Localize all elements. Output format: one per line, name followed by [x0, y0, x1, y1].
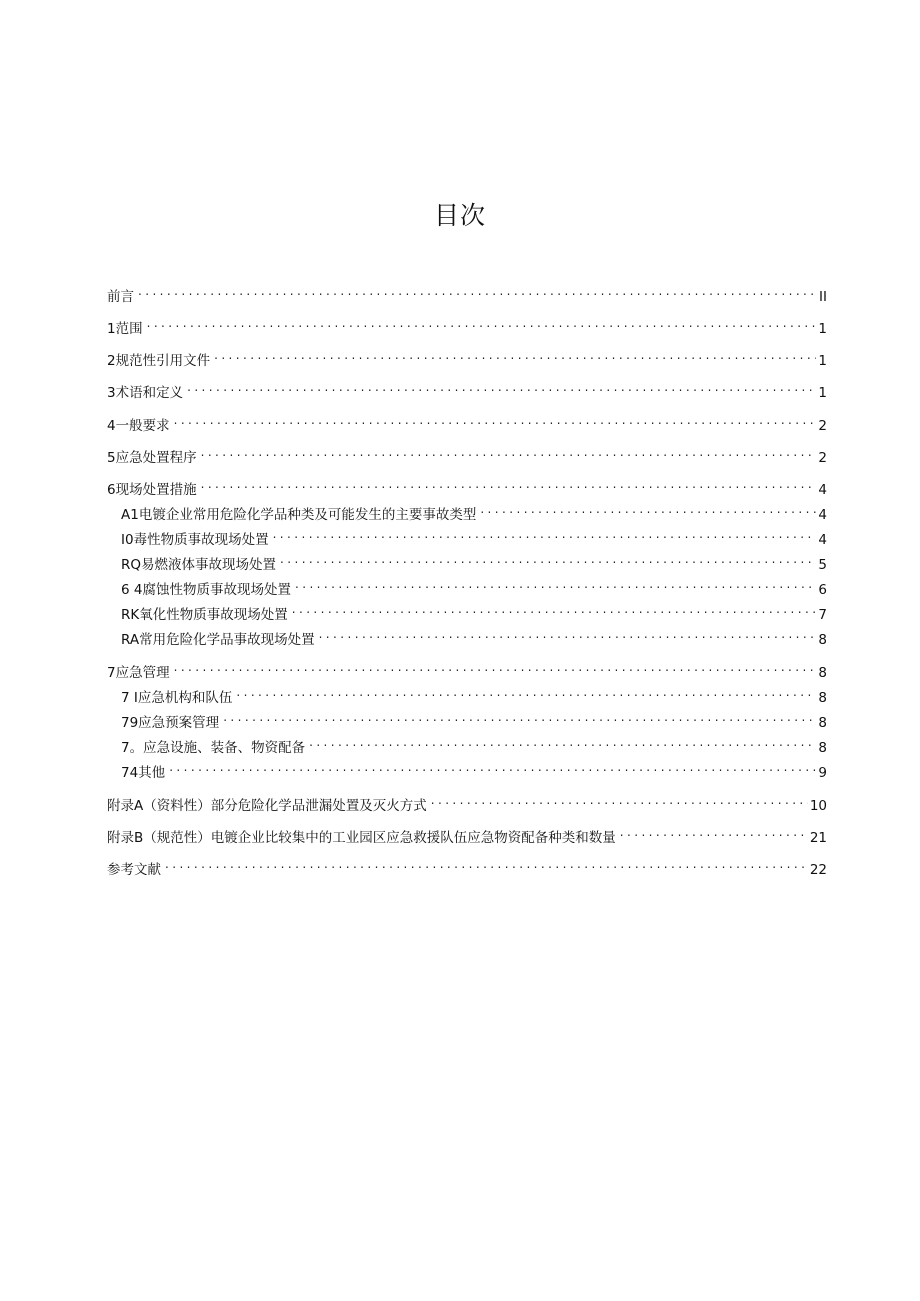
- toc-entry-references[interactable]: [107, 854, 827, 880]
- toc-leader-dots: [236, 682, 816, 702]
- toc-leader-dots: [174, 657, 817, 677]
- toc-entry-page: 4: [818, 507, 827, 523]
- toc-entry-label: 7 I应急机构和队伍: [121, 690, 233, 706]
- toc-leader-dots: [147, 313, 817, 333]
- toc-leader-dots: [309, 732, 816, 752]
- toc-entry-label: 参考文献: [107, 862, 161, 878]
- toc-leader-dots: [165, 854, 808, 874]
- toc-entry-6-1[interactable]: [121, 499, 827, 525]
- toc-leader-dots: [214, 345, 816, 365]
- toc-leader-dots: [620, 822, 808, 842]
- toc-entry-page: 7: [818, 607, 827, 623]
- toc-entry-normative-references[interactable]: [107, 345, 827, 371]
- toc-entry-label: 3术语和定义: [107, 385, 184, 401]
- toc-entry-6-4[interactable]: [121, 574, 827, 600]
- toc-entry-scope[interactable]: [107, 313, 827, 339]
- toc-leader-dots: [295, 574, 816, 594]
- toc-entry-label: A1电镀企业常用危险化学品种类及可能发生的主要事故类型: [121, 507, 477, 523]
- toc-leader-dots: [187, 377, 816, 397]
- toc-leader-dots: [174, 410, 817, 430]
- toc-entry-onsite-measures[interactable]: [107, 474, 827, 500]
- toc-leader-dots: [273, 524, 817, 544]
- toc-entry-label: 5应急处置程序: [107, 450, 197, 466]
- toc-entry-6-6[interactable]: [121, 624, 827, 650]
- toc-entry-page: 1: [818, 385, 827, 401]
- toc-entry-label: 7应急管理: [107, 665, 170, 681]
- toc-leader-dots: [319, 624, 817, 644]
- toc-entry-6-5[interactable]: [121, 599, 827, 625]
- toc-entry-page: 8: [818, 690, 827, 706]
- toc-entry-label: 1范围: [107, 321, 143, 337]
- toc-entry-label: 7。应急设施、装备、物资配备: [121, 740, 306, 756]
- toc-entry-7-1[interactable]: [121, 682, 827, 708]
- toc-entry-7-4[interactable]: [121, 757, 827, 783]
- toc-entry-label: RK氧化性物质事故现场处置: [121, 607, 288, 623]
- toc-entry-foreword[interactable]: [107, 281, 827, 307]
- toc-entry-label: I0毒性物质事故现场处置: [121, 532, 269, 548]
- toc-entry-label: RA常用危险化学品事故现场处置: [121, 632, 315, 648]
- toc-entry-label: 前言: [107, 289, 134, 305]
- toc-entry-label: 附录A（资料性）部分危险化学品泄漏处置及灭火方式: [107, 798, 427, 814]
- toc-entry-page: 8: [818, 715, 827, 731]
- toc-entry-page: 1: [818, 353, 827, 369]
- toc-entry-page: 10: [809, 798, 827, 814]
- toc-entry-label: 2规范性引用文件: [107, 353, 211, 369]
- toc-entry-page: 2: [818, 450, 827, 466]
- toc-entry-page: 5: [818, 557, 827, 573]
- toc-leader-dots: [201, 442, 817, 462]
- toc-entry-page: 22: [809, 862, 827, 878]
- toc-entry-page: 8: [818, 632, 827, 648]
- toc-entry-page: 1: [818, 321, 827, 337]
- toc-entry-page: 8: [818, 740, 827, 756]
- toc-leader-dots: [201, 474, 817, 494]
- toc-entry-label: 6 4腐蚀性物质事故现场处置: [121, 582, 291, 598]
- toc-entry-page: 21: [809, 830, 827, 846]
- toc-entry-label: 79应急预案管理: [121, 715, 220, 731]
- toc-entry-7-2[interactable]: [121, 707, 827, 733]
- toc-entry-label: 附录B（规范性）电镀企业比较集中的工业园区应急救援队伍应急物资配备种类和数量: [107, 830, 616, 846]
- toc-leader-dots: [223, 707, 816, 727]
- page-title: 目次: [433, 201, 486, 230]
- toc-entry-page: 2: [818, 418, 827, 434]
- toc-entry-label: 6现场处置措施: [107, 482, 197, 498]
- toc-entry-general-requirements[interactable]: [107, 410, 827, 436]
- toc-entry-emergency-procedure[interactable]: [107, 442, 827, 468]
- toc-entry-6-3[interactable]: [121, 549, 827, 575]
- toc-leader-dots: [480, 499, 816, 519]
- toc-entry-page: 9: [818, 765, 827, 781]
- toc-entry-page: 8: [818, 665, 827, 681]
- toc-entry-appendix-a[interactable]: [107, 790, 827, 816]
- toc-entry-label: RQ易燃液体事故现场处置: [121, 557, 277, 573]
- toc-entry-7-3[interactable]: [121, 732, 827, 758]
- toc-entry-page: 6: [818, 582, 827, 598]
- toc-entry-terms[interactable]: [107, 377, 827, 403]
- toc-entry-label: 4一般要求: [107, 418, 170, 434]
- toc-entry-6-2[interactable]: [121, 524, 827, 550]
- toc-entry-emergency-management[interactable]: [107, 657, 827, 683]
- toc-leader-dots: [138, 281, 817, 301]
- toc-leader-dots: [431, 790, 808, 810]
- toc-entry-page: 4: [818, 532, 827, 548]
- toc-leader-dots: [169, 757, 816, 777]
- toc-entry-label: 74其他: [121, 765, 166, 781]
- toc-entry-appendix-b[interactable]: [107, 822, 827, 848]
- toc-entry-page: 4: [818, 482, 827, 498]
- toc-leader-dots: [292, 599, 817, 619]
- toc-leader-dots: [280, 549, 816, 569]
- toc-entry-page: II: [819, 289, 827, 305]
